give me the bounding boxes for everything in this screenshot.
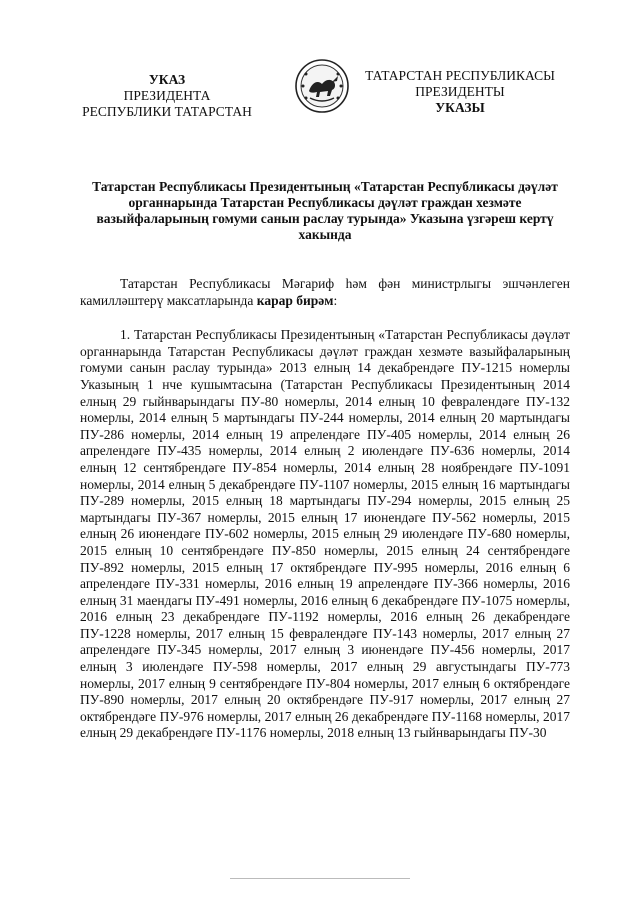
header-right (360, 68, 560, 116)
header-left (72, 72, 262, 120)
intro-end: : (333, 292, 338, 308)
clause-1: 1. Татарстан Республикасы Президентының «Татарстан Республикасы дәүләт органнарында Татарстан Республикасы дәүләт граждан хезмәте вазыйфаларының гомуми санын раслау турында» 2013 елның 14 декабрендәге ПУ-1215 номерлы Указының 1 нче кушымтасына (Татарстан Республикасы Президентының 2014 елның 29 гыйнварындагы ПУ-80 номерлы, 2014 елның 10 февралендәге ПУ-132 номерлы, 2014 елның 5 мартындагы ПУ-244 номерлы, 2014 елның 20 мартындагы ПУ-286 номерлы, 2014 елның 19 апрелендәге ПУ-405 номерлы, 2014 елның 26 апрелендәге ПУ-435 номерлы, 2014 елның 2 июлендәге ПУ-636 номерлы, 2014 елның 12 сентябрендәге ПУ-854 номерлы, 2014 елның 28 ноябрендәге ПУ-1091 номерлы, 2014 елның 5 декабрендәге ПУ-1107 номерлы, 2015 елның 16 мартындагы ПУ-289 номерлы, 2015 елның 18 мартындагы ПУ-294 номерлы, 2015 елның 25 мартындагы ПУ-367 номерлы, 2015 елның 17 июнендәге ПУ-562 номерлы, 2015 елның 26 июнендәге ПУ-602 номерлы, 2015 елның 29 июлендәге ПУ-680 номерлы, 2015 елның 10 сентябрендәге ПУ-850 номерлы, 2015 елның 24 сентябрендәге ПУ-892 номерлы, 2015 елның 17 октябрендәге ПУ-995 номерлы, 2016 елның 6 апрелендәге ПУ-331 номерлы, 2016 елның 19 апрелендәге ПУ-366 номерлы, 2016 елның 31 маендагы ПУ-491 номерлы, 2016 елның 6 декабрендәге ПУ-1075 номерлы, 2016 елның 23 декабрендәге ПУ-1192 номерлы, 2016 елның 26 декабрендәге ПУ-1228 номерлы, 2017 елның 15 февралендәге ПУ-143 номерлы, 2017 елның 27 апрелендәге ПУ-345 номерлы, 2017 елның 3 июнендәге ПУ-456 номерлы, 2017 елның 3 июлендәге ПУ-598 номерлы, 2017 елның 29 августындагы ПУ-773 номерлы, 2017 елның 9 сентябрендәге ПУ-804 номерлы, 2017 елның 6 октябрендәге ПУ-890 номерлы, 2017 елның 20 октябрендәге ПУ-917 номерлы, 2017 елның 27 октябрендәге ПУ-976 номерлы, 2017 елның 26 декабрендәге ПУ-1168 номерлы, 2017 елның 29 декабрендәге ПУ-1176 номерлы, 2018 елның 13 гыйнварындагы ПУ-30 (80, 327, 570, 741)
header-left-title: УКАЗ (148, 72, 186, 87)
intro-paragraph (80, 276, 570, 309)
header-left-line3: РЕСПУБЛИКИ ТАТАРСТАН (82, 104, 252, 119)
header-right-line1: ТАТАРСТАН РЕСПУБЛИКАСЫ (365, 68, 555, 83)
decree-title: Татарстан Республикасы Президентының «Татарстан Республикасы дәүләт органнарында Татарстан Республикасы дәүләт граждан хезмәте вазыйфаларының гомуми санын раслау турында» Указына үзгәреш кертү хакында (92, 179, 558, 242)
intro-text: Татарстан Республикасы Мәгариф һәм фән министрлыгы эшчәнлеген камилләштерү максатларында (80, 276, 570, 308)
page-bottom-rule (230, 878, 410, 879)
header-left-line2: ПРЕЗИДЕНТА (123, 88, 211, 103)
decree-body (80, 276, 570, 742)
tatarstan-coat-of-arms-icon (294, 58, 350, 114)
header-right-line2: ПРЕЗИДЕНТЫ (415, 84, 505, 99)
intro-decision: карар бирәм (256, 292, 334, 308)
header-right-title: УКАЗЫ (435, 100, 485, 115)
